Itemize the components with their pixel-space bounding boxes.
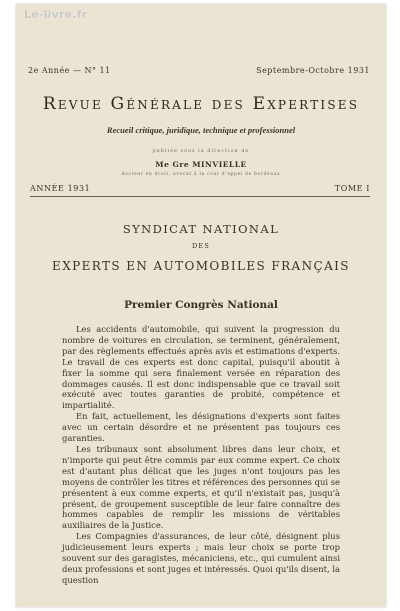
director-name: Me Gre MINVIELLE (155, 160, 247, 169)
paragraph: Les tribunaux sont absolument libres dans leur choix, et n'importe qui peut être commis par eux comme expert. Ce choix est d'autant plus délicat que les juges n'ont toujours pas les moyens de contrôler les titres et références des personnes qui se présentent à eux comme experts, et qu'il n'existait pas, jusqu'à présent, de groupement susceptible de leur faire connaître des hommes capables de remplir les missions de véritables auxiliaires de la Justice. (62, 443, 340, 531)
syndicate-title-line1: SYNDICAT NATIONAL (122, 222, 280, 236)
director-description: docteur en droit, avocat à la cour d'appel de bordeaux (121, 171, 281, 176)
syndicate-title-line3: EXPERTS EN AUTOMOBILES FRANÇAIS (52, 259, 350, 273)
article-body (62, 324, 340, 586)
volume-label: TOME I (334, 184, 370, 193)
paragraph: Les accidents d'automobile, qui suivent la progression du nombre de voitures en circulation, se terminent, généralement, par des règlements effectués après avis et estimations d'experts. Le travail de ces experts est donc capital, puisqu'il aboutit à fixer la somme qui sera finalement versée en réparation des dommages causés. Il est donc indispensable que ce travail soit exécuté avec toutes garanties de probité, compétence et impartialité. (62, 324, 340, 411)
issue-number: 2e Année — N° 11 (28, 66, 111, 75)
year-label: ANNÉE 1931 (30, 184, 91, 193)
direction-caption: publiée sous la direction de (152, 149, 250, 154)
journal-title: Revue Générale des Expertises (42, 94, 360, 114)
journal-subtitle: Recueil critique, juridique, technique et professionnel (106, 125, 296, 135)
issue-date: Septembre-Octobre 1931 (256, 66, 370, 75)
syndicate-title-line2: DES (191, 242, 210, 250)
year-line (30, 184, 370, 193)
header-divider (30, 196, 370, 197)
issue-line (28, 66, 370, 75)
document-page (16, 4, 386, 607)
paragraph: Les Compagnies d'assurances, de leur côté, désignent plus judicieusement leurs experts ; mais leur choix se porte trop souvent sur des garagistes, mécaniciens, etc., qui cumulent ainsi deux professions et sont juges et intéressés. Quoi qu'ils disent, la question (62, 531, 340, 585)
section-heading: Premier Congrès National (124, 299, 278, 311)
paragraph: En fait, actuellement, les désignations d'experts sont faites avec un certain désordre et ne présentent pas toujours ces garanties. (62, 411, 340, 444)
site-watermark: Le-livre.fr (24, 8, 88, 21)
